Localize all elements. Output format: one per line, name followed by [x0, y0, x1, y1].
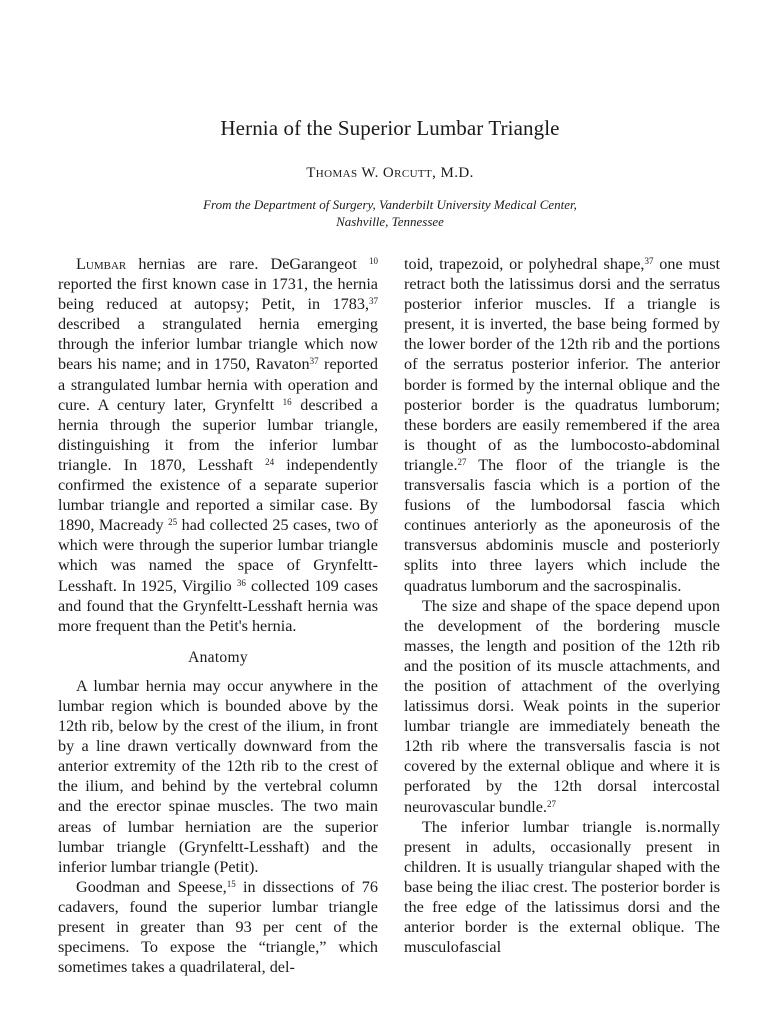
section-heading-anatomy: Anatomy	[188, 648, 248, 666]
inferior-triangle-paragraph: The inferior lumbar triangle is․normally present in adults, occasionally present in children. It is usually triangular shaped with the base being the iliac crest. The posterior border is the free edge of the latissimus dorsi and the anterior border is the external oblique. The musculofascial	[404, 817, 720, 957]
intro-paragraph	[58, 254, 378, 636]
author-line: Thomas W. Orcutt, M.D.	[306, 165, 474, 181]
affiliation	[0, 196, 768, 230]
right-column	[404, 254, 720, 957]
reference: 37	[369, 296, 378, 307]
article-title: Hernia of the Superior Lumbar Triangle	[220, 116, 560, 140]
text-run: hernias are rare. DeGarangeot	[126, 255, 369, 273]
text-run: Goodman and Speese,	[76, 877, 227, 896]
text-run: reported a strangulated lumbar hernia with operation and cure. A century later, Grynfeltt	[58, 355, 378, 414]
affiliation-line-1: From the Department of Surgery, Vanderbilt University Medical Center,	[203, 197, 577, 212]
text-run: independently confirmed the existence of a separate superior lumbar triangle and reported a similar case. By 1890, Macready	[58, 455, 379, 535]
text-run: reported the first known case in 1731, the hernia being reduced at autopsy; Petit, in 1783,	[58, 275, 378, 314]
reference: 27	[546, 798, 556, 809]
affiliation-line-2: Nashville, Tennessee	[336, 214, 444, 229]
reference: 36	[236, 577, 246, 588]
text-run: collected 109 cases and found that the Grynfeltt-Lesshaft hernia was more frequent than the Petit's hernia.	[58, 576, 378, 635]
reference: 27	[457, 456, 467, 467]
goodman-paragraph	[58, 877, 378, 977]
reference: 37	[644, 256, 654, 266]
left-column	[58, 254, 378, 977]
reference: 24	[265, 456, 275, 467]
text-run: The size and shape of the space depend upon the development of the bordering muscle masses, the length and position of the 12th rib and the position of its muscle attachments, and the position of attachment of the overlying latissimus dorsi. Weak points in the superior lumbar triangle are immediately beneath the 12th rib where the transversalis fascia is not covered by the external oblique and where it is perforated by the 12th dorsal intercostal neurovascular bundle.	[404, 596, 720, 816]
reference: 15	[226, 878, 236, 889]
lead-word: Lumbar	[76, 255, 127, 273]
anatomy-paragraph: A lumbar hernia may occur anywhere in the lumbar region which is bounded above by the 12th rib, below by the crest of the ilium, in front by a line drawn vertically downward from the anterior extremity of the 12th rib to the crest of the ilium, and behind by the vertebral column and the erector spinae muscles. The two main areas of lumbar herniation are the superior lumbar triangle (Grynfeltt-Lesshaft) and the inferior lumbar triangle (Petit).	[58, 676, 378, 876]
text-run: in dissections of 76 cadavers, found the superior lumbar triangle present in greater than 93 per cent of the specimens. To expose the “triangle,” which sometimes takes a quadrilateral, del-	[58, 877, 378, 977]
text-run: had collected 25 cases, two of which were through the superior lumbar triangle which was named the space of Grynfeltt-Lesshaft. In 1925, Virgilio	[58, 516, 378, 595]
reference: 25	[168, 517, 178, 528]
reference: 16	[282, 396, 292, 407]
continued-paragraph	[404, 254, 720, 596]
text-run: toid, trapezoid, or polyhedral shape,	[404, 255, 645, 273]
reference: 37	[309, 356, 319, 367]
reference: 10	[369, 256, 378, 266]
text-run: described a strangulated hernia emerging through the inferior lumbar triangle which now bears his name; and in 1750, Ravaton	[58, 315, 378, 374]
text-run: The floor of the triangle is the transversalis fascia which is a portion of the fusions of the lumbodorsal fascia which continues anteriorly as the aponeurosis of the transversus abdominis muscle and posteriorly splits into three layers which include the quadratus lumborum and the sacrospinalis.	[404, 455, 720, 595]
size-shape-paragraph	[404, 596, 720, 817]
text-run: described a hernia through the superior lumbar triangle, distinguishing it from the inferior lumbar triangle. In 1870, Lesshaft	[58, 395, 378, 474]
text-run: one must retract both the latissimus dorsi and the serratus posterior inferior muscles. If a triangle is present, it is inverted, the base being formed by the lower border of the 12th rib and the portions of the serratus posterior inferior. The anterior border is formed by the internal oblique and the posterior border is the quadratus lumborum; these borders are easily remembered if the area is thought of as the lumbocosto-abdominal triangle.	[404, 255, 720, 474]
